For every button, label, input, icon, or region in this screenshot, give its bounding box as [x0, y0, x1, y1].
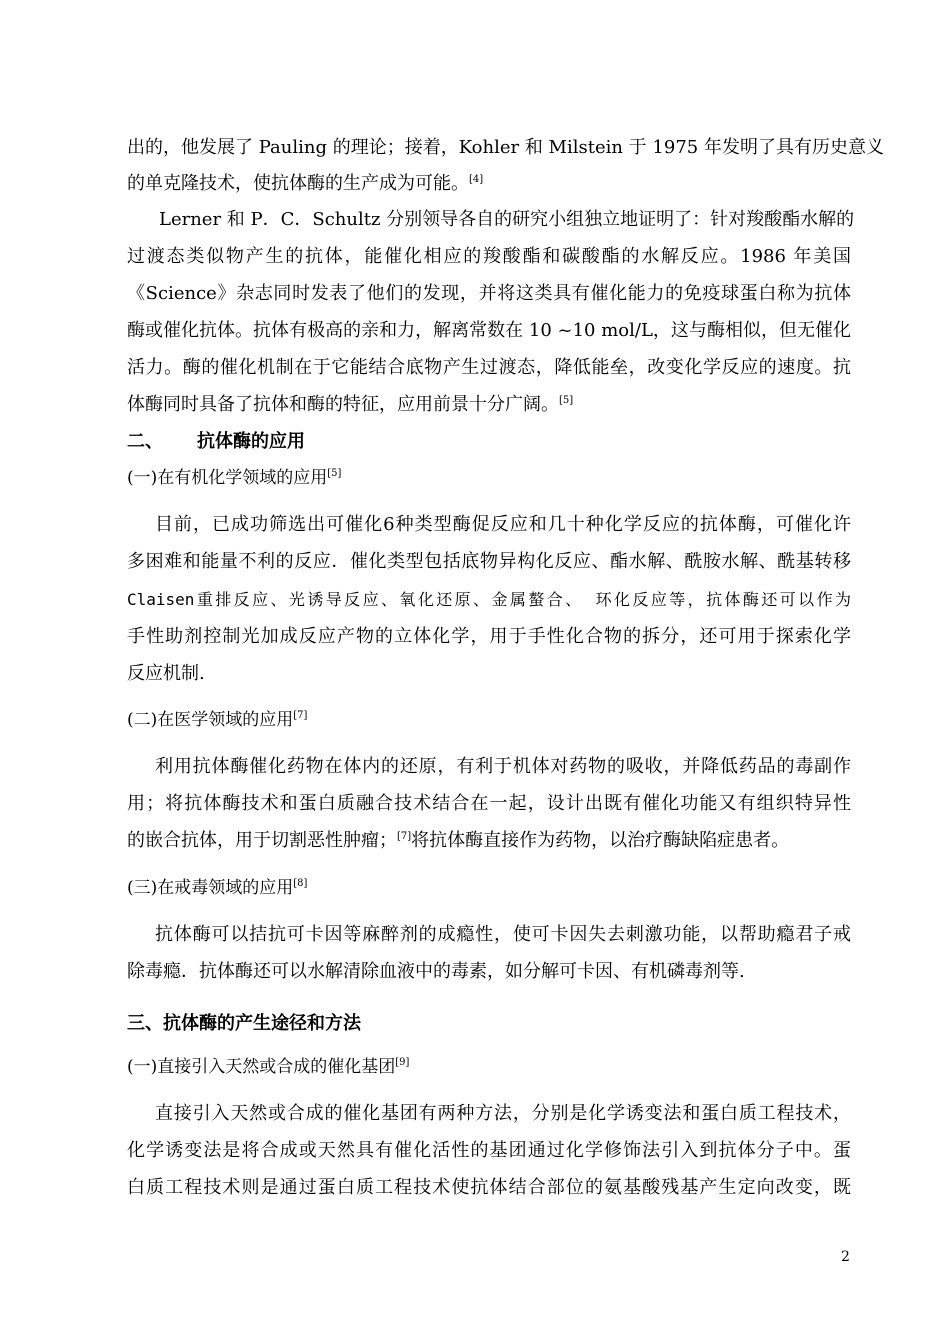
- paragraph-line: 化学诱变法是将合成或天然具有催化活性的基团通过化学修饰法引入到抗体分子中。蛋: [127, 1140, 851, 1161]
- paragraph-line: 体酶同时具备了抗体和酶的特征，应用前景十分广阔。[5]: [127, 394, 574, 415]
- citation: [5]: [327, 468, 342, 479]
- paragraph-line: 目前，已成功筛选出可催化6种类型酶促反应和几十种化学反应的抗体酶，可催化许: [155, 514, 851, 535]
- subsection-heading: (一)直接引入天然或合成的催化基团[9]: [127, 1057, 410, 1077]
- section-heading: 二、 抗体酶的应用: [127, 431, 305, 452]
- section-heading: 三、抗体酶的产生途径和方法: [127, 1013, 361, 1034]
- paragraph-line: 多困难和能量不利的反应．催化类型包括底物异构化反应、酯水解、酰胺水解、酰基转移: [127, 551, 851, 572]
- subsection-heading: (二)在医学领域的应用[7]: [127, 710, 308, 730]
- paragraph-line: 白质工程技术则是通过蛋白质工程技术使抗体结合部位的氨基酸残基产生定向改变，既: [127, 1177, 851, 1198]
- paragraph-line: Claisen重排反应、光诱导反应、氧化还原、金属螯合、 环化反应等，抗体酶还可以作为: [127, 590, 851, 609]
- paragraph-line: Lerner 和 P．C．Schultz 分别领导各自的研究小组独立地证明了：针对羧酸酯水解的: [159, 209, 855, 230]
- paragraph-line: 抗体酶可以拮抗可卡因等麻醉剂的成瘾性，使可卡因失去刺激功能，以帮助瘾君子戒: [155, 924, 851, 945]
- citation: [7]: [293, 710, 308, 721]
- citation: [5]: [559, 395, 574, 406]
- paragraph-line: 过渡态类似物产生的抗体，能催化相应的羧酸酯和碳酸酯的水解反应。1986 年美国: [127, 246, 851, 267]
- paragraph-line: 《Science》杂志同时发表了他们的发现，并将这类具有催化能力的免疫球蛋白称为抗体: [127, 283, 851, 304]
- paragraph-line: 除毒瘾．抗体酶还可以水解清除血液中的毒素，如分解可卡因、有机磷毒剂等.: [127, 961, 745, 982]
- paragraph-line: 的单克隆技术，使抗体酶的生产成为可能。[4]: [127, 173, 484, 194]
- citation: [4]: [469, 174, 484, 185]
- paragraph-line: 用；将抗体酶技术和蛋白质融合技术结合在一起，设计出既有催化功能又有组织特异性: [127, 793, 851, 814]
- paragraph-line: 酶或催化抗体。抗体有极高的亲和力，解离常数在 10 ~10 mol/L，这与酶相似，但无催化: [127, 320, 851, 341]
- paragraph-line: 手性助剂控制光加成反应产物的立体化学，用于手性化合物的拆分，还可用于探索化学: [127, 626, 851, 647]
- subsection-heading: (一)在有机化学领域的应用[5]: [127, 468, 342, 488]
- citation: [7]: [397, 831, 412, 842]
- paragraph-line: 的嵌合抗体，用于切割恶性肿瘤；[7]将抗体酶直接作为药物，以治疗酶缺陷症患者。: [127, 830, 790, 851]
- paragraph-line: 直接引入天然或合成的催化基团有两种方法，分别是化学诱变法和蛋白质工程技术，: [155, 1103, 851, 1124]
- subsection-heading: (三)在戒毒领域的应用[8]: [127, 878, 308, 898]
- citation: [8]: [293, 878, 308, 889]
- paragraph-line: 利用抗体酶催化药物在体内的还原，有利于机体对药物的吸收，并降低药品的毒副作: [155, 756, 851, 777]
- page-number: 2: [841, 1249, 850, 1265]
- paragraph-line: 活力。酶的催化机制在于它能结合底物产生过渡态，降低能垒，改变化学反应的速度。抗: [127, 357, 851, 378]
- paragraph-line: 出的，他发展了 Pauling 的理论；接着，Kohler 和 Milstein 于 1975 年发明了具有历史意义: [127, 137, 884, 158]
- paragraph-line: 反应机制.: [127, 663, 205, 684]
- citation: [9]: [395, 1057, 410, 1068]
